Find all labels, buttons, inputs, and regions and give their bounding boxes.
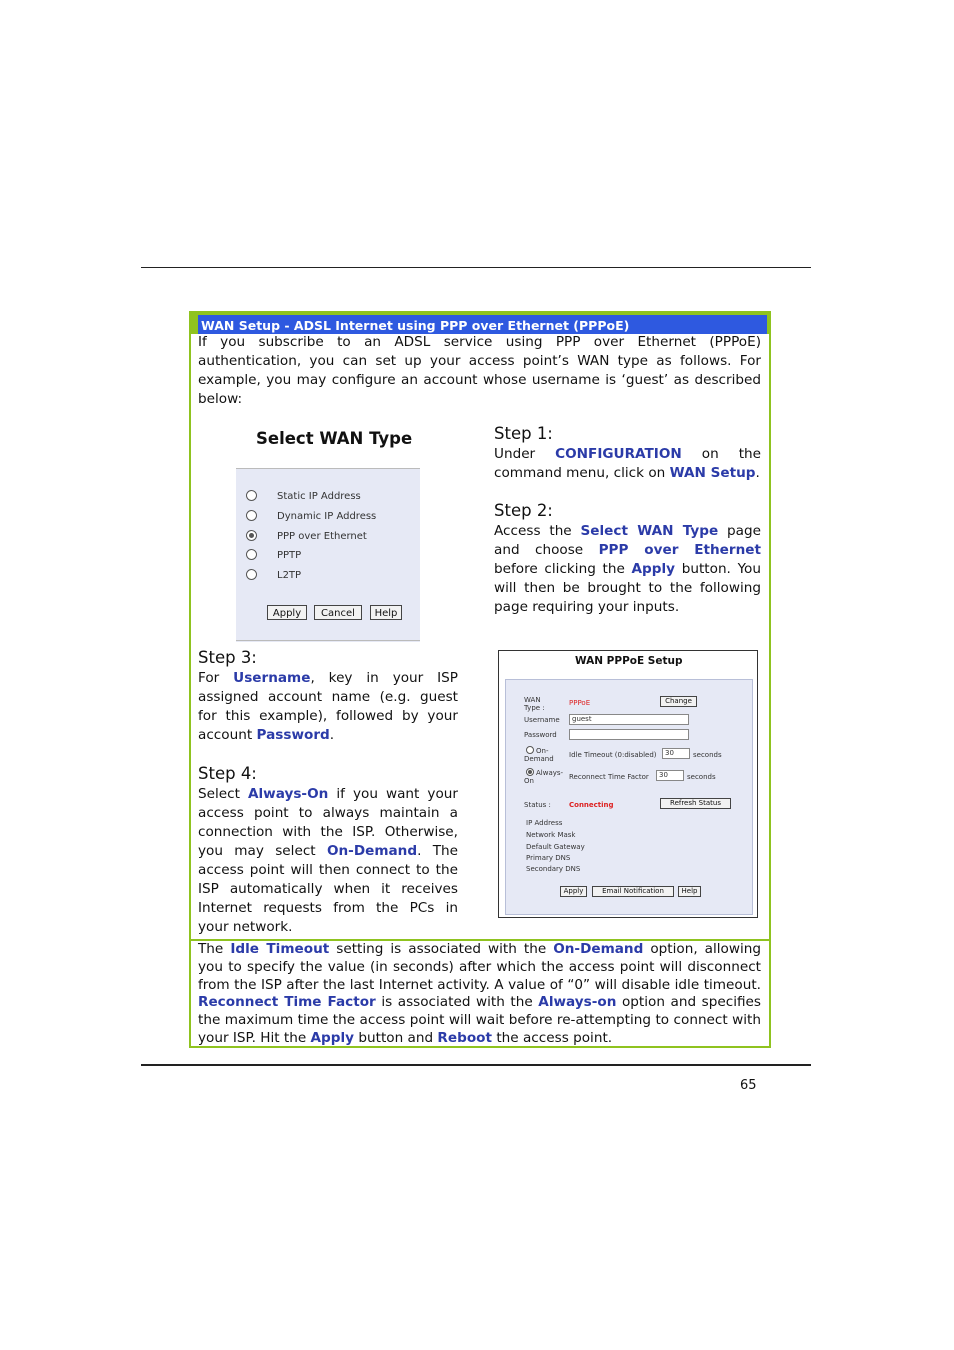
always-on-label-line1: Always-	[536, 769, 564, 777]
password-label: Password	[524, 731, 557, 739]
step3-text-2: , key in your ISP assigned account name (e.g. guest for this example), followed by your account	[198, 670, 458, 743]
change-button[interactable]: Change	[660, 696, 697, 707]
keyword-reboot: Reboot	[437, 1029, 493, 1046]
keyword-configuration: CONFIGURATION	[555, 446, 682, 462]
option-pppoe[interactable]	[246, 530, 367, 544]
step2-text-4: button. You will then be brought to the following page requiring your inputs.	[494, 561, 761, 615]
keyword-select-wan-type: Select WAN Type	[580, 523, 719, 539]
pppoe-form-panel	[505, 679, 753, 915]
select-wan-type-title: Select WAN Type	[256, 429, 413, 448]
select-wan-type-screenshot	[236, 424, 420, 642]
section-header: WAN Setup - ADSL Internet using PPP over Ethernet (PPPoE)	[198, 315, 767, 334]
step2-text-1: Access the	[494, 523, 581, 539]
step4-text-1: Select	[198, 786, 248, 802]
keyword-wan-setup: WAN Setup	[669, 465, 756, 481]
radio-icon[interactable]	[246, 549, 257, 560]
password-field[interactable]	[569, 729, 689, 740]
apply-button[interactable]: Apply	[267, 605, 307, 620]
step1-text-3: .	[755, 465, 760, 481]
option-static-ip[interactable]	[246, 490, 361, 504]
keyword-ppp-over-ethernet: PPP over Ethernet	[598, 542, 761, 558]
note-text-5: option and specifies the maximum time the access point will wait before re-attempting to connect with your ISP. Hit the	[198, 994, 761, 1046]
intro-paragraph: If you subscribe to an ADSL service using PPP over Ethernet (PPPoE) authentication, you can set up your access point’s WAN type as follows. For example, you may configure an account whose username is ‘guest’ as described below:	[198, 334, 761, 407]
keyword-always-on: Always-on	[538, 994, 617, 1011]
step4-text	[198, 785, 458, 937]
wan-type-label	[524, 696, 545, 712]
wan-type-label-line2: Type :	[524, 704, 545, 712]
info-default-gateway: Default Gateway	[526, 843, 585, 851]
step3-text	[198, 669, 458, 745]
info-secondary-dns: Secondary DNS	[526, 865, 581, 873]
on-demand-label	[524, 747, 554, 763]
option-label: PPP over Ethernet	[277, 531, 367, 542]
info-primary-dns: Primary DNS	[526, 854, 571, 862]
step1-text-1: Under	[494, 446, 556, 462]
option-label: Dynamic IP Address	[277, 511, 377, 522]
step2-text-2: page and choose	[494, 523, 761, 558]
option-label: PPTP	[277, 550, 302, 561]
wan-type-label-line1: WAN	[524, 696, 541, 704]
status-value: Connecting	[569, 801, 614, 809]
always-on-label	[524, 769, 563, 785]
email-notification-button[interactable]: Email Notification	[592, 886, 674, 897]
header-rule	[141, 267, 811, 268]
help-button[interactable]: Help	[370, 605, 402, 620]
step4-title: Step 4:	[198, 764, 257, 783]
idle-timeout-unit: seconds	[693, 751, 722, 759]
step2-title: Step 2:	[494, 501, 553, 520]
step3-text-3: .	[329, 727, 335, 743]
keyword-on-demand: On-Demand	[326, 843, 418, 859]
radio-icon[interactable]	[246, 510, 257, 521]
radio-selected-icon[interactable]	[246, 530, 257, 541]
option-dynamic-ip[interactable]	[246, 510, 376, 524]
reconnect-unit: seconds	[687, 773, 716, 781]
keyword-idle-timeout: Idle Timeout	[230, 941, 330, 957]
option-pptp[interactable]	[246, 549, 301, 563]
info-ip-address: IP Address	[526, 819, 563, 827]
radio-icon[interactable]	[246, 569, 257, 580]
keyword-reconnect-time-factor: Reconnect Time Factor	[198, 994, 376, 1011]
keyword-apply: Apply	[310, 1029, 355, 1046]
pppoe-setup-title: WAN PPPoE Setup	[575, 655, 683, 667]
keyword-username: Username	[233, 670, 311, 686]
on-demand-label-line1: On-	[536, 747, 549, 755]
pppoe-help-button[interactable]: Help	[678, 886, 701, 897]
info-network-mask: Network Mask	[526, 831, 576, 839]
note-text-2: setting is associated with the	[329, 941, 554, 957]
option-l2tp[interactable]	[246, 569, 301, 583]
screenshot-divider	[236, 468, 420, 469]
idle-timeout-label: Idle Timeout (0:disabled)	[569, 751, 657, 759]
step4-text-2: if you want your access point to always maintain a connection with the ISP. Otherwise, you may select	[198, 786, 458, 859]
reconnect-field[interactable]: 30	[656, 770, 684, 781]
reconnect-label: Reconnect Time Factor	[569, 773, 649, 781]
always-on-label-line2: On	[524, 777, 534, 785]
option-label: Static IP Address	[277, 491, 361, 502]
step3-text-1: For	[198, 670, 234, 686]
page-number: 65	[740, 1078, 757, 1093]
note-text-7: the access point.	[492, 1029, 613, 1046]
pppoe-apply-button[interactable]: Apply	[560, 886, 587, 897]
status-label: Status :	[524, 801, 551, 809]
step1-text-2: on the command menu, click on	[494, 446, 762, 481]
step4-text-3: . The access point will then connect to the ISP automatically when it receives Internet requests from the PCs in your network.	[198, 843, 458, 935]
step1-title: Step 1:	[494, 424, 553, 443]
keyword-apply: Apply	[631, 561, 676, 577]
radio-icon[interactable]	[246, 490, 257, 501]
wan-type-value: PPPoE	[569, 699, 591, 707]
note-paragraph	[198, 941, 761, 1048]
keyword-always-on: Always-On	[247, 786, 329, 802]
keyword-on-demand: On-Demand	[553, 941, 644, 957]
step2-text	[494, 522, 761, 617]
wan-pppoe-setup-screenshot	[498, 650, 758, 918]
username-label: Username	[524, 716, 560, 724]
refresh-status-button[interactable]: Refresh Status	[660, 798, 731, 809]
step3-title: Step 3:	[198, 648, 257, 667]
on-demand-label-line2: Demand	[524, 755, 554, 763]
idle-timeout-field[interactable]: 30	[662, 748, 690, 759]
username-field[interactable]: guest	[569, 714, 689, 725]
screenshot-bottom-rule	[236, 640, 420, 641]
note-text-6: button and	[354, 1029, 438, 1046]
cancel-button[interactable]: Cancel	[314, 605, 362, 620]
option-label: L2TP	[277, 570, 302, 581]
step2-text-3: before clicking the	[494, 561, 632, 577]
keyword-password: Password	[256, 727, 330, 743]
note-text-3: option, allowing you to specify the value (in seconds) after which the access point will disconnect from the ISP after the last Internet activity. A value of “0” will disable idle timeout.	[198, 941, 762, 993]
step1-text	[494, 445, 761, 483]
note-text-1: The	[198, 941, 231, 957]
note-text-4: is associated with the	[375, 994, 539, 1011]
footer-rule	[141, 1064, 811, 1066]
